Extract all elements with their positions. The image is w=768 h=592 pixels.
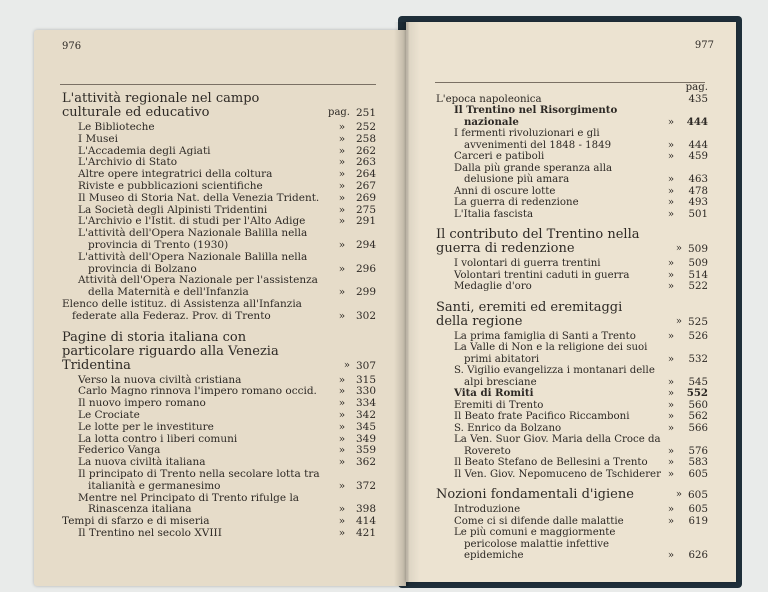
toc-entry-title: Mentre nel Principato di Trento rifulge la Rinascenza italiana — [78, 491, 300, 516]
toc-entry-title: Medaglie d'oro — [454, 281, 532, 292]
ditto-mark: » — [338, 456, 346, 469]
ditto-mark: » — [667, 550, 675, 561]
section-heading — [62, 92, 376, 120]
toc-entry-title: Volontari trentini caduti in guerra — [454, 269, 630, 281]
toc-entry-page: 509 — [688, 258, 708, 269]
ditto-mark: » — [667, 388, 675, 399]
toc-entry-page: 296 — [355, 262, 376, 275]
toc-entry-page: 269 — [355, 191, 376, 204]
toc-entry-page: 258 — [355, 132, 376, 145]
ditto-mark: » — [338, 215, 346, 228]
ditto-mark: » — [667, 399, 675, 411]
toc-entry-page: 576 — [688, 445, 708, 457]
toc-entry-title: Il Ven. Giov. Nepomuceno de Tschiderer — [454, 468, 661, 480]
toc-entry-page: 562 — [688, 411, 708, 422]
toc-entry-page: 560 — [688, 399, 708, 411]
toc-entry — [436, 388, 708, 400]
ditto-mark: » — [667, 422, 675, 434]
toc-entry — [436, 281, 708, 293]
toc-entry-page: 552 — [686, 387, 708, 399]
ditto-mark: » — [338, 262, 346, 275]
toc-entry-title: Il Museo di Storia Nat. della Venezia Trident. — [78, 191, 320, 204]
toc-entry-page: pag. 435 — [685, 82, 708, 105]
toc-entry-page: 275 — [355, 203, 376, 216]
toc-entry-page: 291 — [355, 215, 376, 228]
ditto-mark: » — [338, 444, 346, 457]
toc-entry-title: Il principato di Trento nella secolare lotta tra italianità e germanesimo — [78, 467, 320, 492]
toc-entry-page: 501 — [688, 208, 708, 220]
section-heading — [436, 301, 708, 329]
toc-entry-title: Tempi di sfarzo e di miseria — [62, 515, 210, 528]
toc-entry-page: 330 — [355, 385, 376, 398]
right-table-of-contents — [436, 82, 708, 562]
toc-entry-page: 583 — [688, 457, 708, 468]
section-heading — [436, 488, 708, 502]
section-page: 251 — [355, 107, 376, 119]
toc-entry-title: Elenco delle istituz. di Assistenza all'Infanzia federate alla Federaz. Prov. di Trento — [62, 297, 302, 322]
section-page: 605 — [687, 489, 708, 501]
ditto-mark: » — [667, 457, 675, 468]
toc-entry-page: 526 — [688, 330, 708, 342]
ditto-mark: » — [338, 385, 346, 398]
toc-entry — [436, 197, 708, 209]
toc-entry-page: 522 — [688, 281, 708, 292]
toc-entry — [62, 410, 376, 422]
toc-entry-title: S. Enrico da Bolzano — [454, 422, 562, 434]
ditto-mark: » — [667, 376, 675, 388]
toc-entry-page: 252 — [355, 121, 376, 133]
ditto-mark: » — [338, 515, 346, 528]
toc-entry — [436, 516, 708, 528]
section-page-prefix: » — [343, 359, 350, 371]
toc-entry-page: 459 — [688, 151, 708, 162]
ditto-mark: » — [338, 309, 346, 322]
toc-entry-title: La Società degli Alpinisti Tridentini — [78, 203, 268, 216]
left-header-rule — [60, 84, 376, 85]
toc-entry-title: La Ven. Suor Giov. Maria della Croce da Rovereto — [454, 434, 661, 457]
ditto-mark: » — [667, 515, 675, 527]
ditto-mark: » — [667, 468, 675, 480]
section-page-prefix: pag. — [328, 107, 350, 118]
toc-entry-page: 345 — [355, 420, 376, 433]
toc-entry-page: 514 — [688, 269, 708, 281]
ditto-mark: » — [338, 526, 346, 539]
toc-entry-title: Eremiti di Trento — [454, 399, 544, 411]
ditto-mark: » — [338, 168, 346, 181]
toc-entry — [436, 258, 708, 270]
toc-entry — [436, 105, 708, 128]
toc-entry-title: Come ci si difende dalle malattie — [454, 515, 624, 527]
toc-entry-title: I volontari di guerra trentini — [454, 258, 601, 269]
ditto-mark: » — [338, 408, 346, 421]
toc-entry-title: Dalla più grande speranza alla delusione più amara — [454, 162, 613, 185]
toc-entry — [62, 228, 376, 252]
ditto-mark: » — [338, 503, 346, 516]
ditto-mark: » — [667, 116, 675, 128]
ditto-mark: » — [338, 479, 346, 492]
ditto-mark: » — [667, 504, 675, 515]
toc-entry-page: 532 — [688, 353, 708, 365]
toc-entry — [436, 186, 708, 198]
toc-entry-page: 302 — [355, 309, 376, 322]
ditto-mark: » — [338, 179, 346, 192]
toc-entry-page: 267 — [355, 179, 376, 192]
right-page-number: 977 — [694, 40, 714, 51]
toc-entry-title: Il nuovo impero romano — [78, 397, 206, 410]
toc-entry-title: Riviste e pubblicazioni scientifiche — [78, 179, 263, 192]
toc-entry-title: L'Accademia degli Agiati — [78, 144, 211, 157]
toc-entry — [436, 270, 708, 282]
toc-entry — [436, 365, 708, 388]
left-page-number: 976 — [62, 41, 82, 52]
toc-entry-title: L'Archivio e l'Istit. di studi per l'Alto Adige — [78, 215, 306, 228]
toc-entry — [436, 209, 708, 221]
toc-entry-page: 299 — [355, 286, 376, 299]
toc-entry-page: 315 — [355, 373, 376, 386]
toc-entry-page: 444 — [688, 139, 708, 151]
section-title: L'attività regionale nel campo culturale ed educativo — [62, 91, 260, 120]
toc-entry-title: Verso la nuova civiltà cristiana — [78, 373, 242, 386]
toc-entry-page: 264 — [355, 168, 376, 181]
toc-entry-page: 566 — [688, 422, 708, 434]
toc-entry-page: 362 — [355, 456, 376, 469]
ditto-mark: » — [338, 121, 346, 133]
toc-entry — [62, 134, 376, 146]
ditto-mark: » — [675, 315, 682, 327]
toc-entry-title: Il Trentino nel secolo XVIII — [78, 526, 222, 539]
toc-entry — [436, 82, 708, 105]
ditto-mark: » — [667, 330, 675, 342]
toc-entry — [436, 151, 708, 163]
section-heading — [62, 331, 376, 373]
toc-entry — [436, 457, 708, 469]
toc-entry — [436, 331, 708, 343]
toc-entry-title: Carceri e patiboli — [454, 151, 545, 162]
toc-entry-title: I Musei — [78, 132, 118, 145]
ditto-mark: » — [675, 489, 682, 500]
section-title: Il contributo del Trentino nella guerra di redenzione — [436, 227, 640, 256]
ditto-mark: » — [667, 411, 675, 422]
toc-entry — [436, 400, 708, 412]
ditto-mark: » — [667, 353, 675, 365]
ditto-mark: » — [338, 191, 346, 204]
toc-entry — [436, 469, 708, 481]
toc-entry-title: I fermenti rivoluzionari e gli avvenimenti del 1848 - 1849 — [454, 128, 612, 151]
toc-entry-title: L'Italia fascista — [454, 208, 534, 220]
toc-entry-title: La nuova civiltà italiana — [78, 456, 206, 469]
toc-entry-title: La prima famiglia di Santi a Trento — [454, 330, 636, 342]
ditto-mark: » — [338, 373, 346, 386]
ditto-mark: » — [338, 144, 346, 157]
toc-entry-page: 263 — [355, 156, 376, 169]
toc-entry — [62, 275, 376, 299]
toc-entry-title: Il Beato Stefano de Bellesini a Trento — [454, 457, 648, 468]
toc-entry-page: 493 — [688, 197, 708, 208]
ditto-mark: » — [667, 208, 675, 220]
ditto-mark: » — [667, 151, 675, 162]
ditto-mark: » — [338, 420, 346, 433]
toc-entry-page: 359 — [355, 444, 376, 457]
toc-entry — [62, 193, 376, 205]
toc-entry-page: 349 — [355, 432, 376, 445]
ditto-mark: » — [338, 238, 346, 251]
toc-entry-title: S. Vigilio evangelizza i montanari delle alpi bresciane — [454, 365, 655, 388]
toc-entry-page: 478 — [688, 185, 708, 197]
toc-entry-title: Il Beato frate Pacifico Riccamboni — [454, 411, 630, 422]
toc-entry-page: 262 — [355, 144, 376, 157]
toc-entry-title: Vita di Romiti — [454, 387, 534, 399]
toc-entry — [62, 528, 376, 540]
toc-entry — [62, 299, 376, 323]
toc-entry — [436, 411, 708, 423]
toc-entry-title: Introduzione — [454, 504, 521, 515]
toc-entry-page: 626 — [688, 550, 708, 561]
ditto-mark: » — [667, 197, 675, 208]
toc-entry-page: 605 — [688, 468, 708, 480]
toc-entry-title: Le Biblioteche — [78, 121, 155, 133]
toc-entry-title: Le più comuni e maggiormente pericolose malattie infettive epidemiche — [454, 527, 616, 561]
toc-entry — [436, 163, 708, 186]
section-heading — [436, 228, 708, 256]
toc-entry-title: La guerra di redenzione — [454, 197, 579, 208]
toc-entry-page: 421 — [355, 526, 376, 539]
toc-entry-page: 342 — [355, 408, 376, 421]
toc-entry — [436, 504, 708, 516]
toc-entry-title: L'attività dell'Opera Nazionale Balilla nella provincia di Bolzano — [78, 250, 308, 275]
ditto-mark: » — [667, 174, 675, 185]
toc-entry-page: 398 — [355, 503, 376, 516]
toc-entry-page: 444 — [686, 115, 708, 128]
section-title: Santi, eremiti ed eremitaggi della regione — [436, 299, 623, 329]
toc-entry — [62, 181, 376, 193]
ditto-mark: » — [338, 286, 346, 299]
toc-entry — [62, 252, 376, 276]
toc-entry-page: 605 — [688, 504, 708, 515]
ditto-mark: » — [667, 139, 675, 151]
ditto-mark: » — [667, 281, 675, 292]
ditto-mark: » — [338, 397, 346, 410]
toc-entry — [436, 342, 708, 365]
toc-entry — [436, 128, 708, 151]
ditto-mark: » — [338, 156, 346, 169]
section-title: Pagine di storia italiana con particolare riguardo alla Venezia Tridentina — [62, 329, 279, 373]
toc-entry — [62, 469, 376, 493]
toc-entry-title: Attività dell'Opera Nazionale per l'assistenza della Maternità e dell'Infanzia — [78, 274, 318, 299]
section-page: 509 — [687, 243, 708, 255]
toc-entry-title: Anni di oscure lotte — [454, 185, 556, 197]
toc-entry — [62, 493, 376, 517]
toc-entry-title: Federico Vanga — [78, 444, 161, 457]
toc-entry-title: Le Crociate — [78, 408, 140, 421]
ditto-mark: » — [338, 432, 346, 445]
toc-entry-page: 414 — [355, 515, 376, 528]
toc-entry-page: 372 — [355, 479, 376, 492]
toc-entry-page: 463 — [688, 174, 708, 185]
ditto-mark: » — [675, 243, 682, 254]
ditto-mark: » — [338, 132, 346, 145]
ditto-mark: » — [667, 445, 675, 457]
left-table-of-contents — [62, 92, 376, 540]
toc-entry-page: 334 — [355, 397, 376, 410]
section-page: 525 — [687, 315, 708, 328]
ditto-mark: » — [667, 258, 675, 269]
ditto-mark: » — [667, 269, 675, 281]
section-page: 307 — [355, 359, 376, 372]
toc-entry — [436, 434, 708, 457]
ditto-mark: » — [667, 185, 675, 197]
toc-entry-title: L'Archivio di Stato — [78, 156, 178, 169]
toc-entry-title: Le lotte per le investiture — [78, 420, 214, 433]
toc-entry-title: La Valle di Non e la religione dei suoi primi abitatori — [454, 342, 648, 365]
toc-entry-title: La lotta contro i liberi comuni — [78, 432, 238, 445]
section-title: Nozioni fondamentali d'igiene — [436, 487, 634, 502]
toc-entry-title: L'attività dell'Opera Nazionale Balilla nella provincia di Trento (1930) — [78, 227, 308, 251]
toc-entry-title: Carlo Magno rinnova l'impero romano occid. — [78, 385, 317, 398]
toc-entry-title: Il Trentino nel Risorgimento nazionale — [454, 104, 618, 128]
ditto-mark: » — [338, 203, 346, 216]
toc-entry — [62, 422, 376, 434]
toc-entry-page: 545 — [688, 376, 708, 388]
toc-entry-page: 294 — [355, 238, 376, 251]
toc-entry-page: 619 — [688, 515, 708, 527]
toc-entry — [436, 527, 708, 562]
toc-entry — [436, 423, 708, 435]
book-gutter — [394, 22, 420, 586]
toc-entry-title: L'epoca napoleonica — [436, 93, 542, 105]
toc-entry-title: Altre opere integratrici della coltura — [78, 168, 273, 181]
